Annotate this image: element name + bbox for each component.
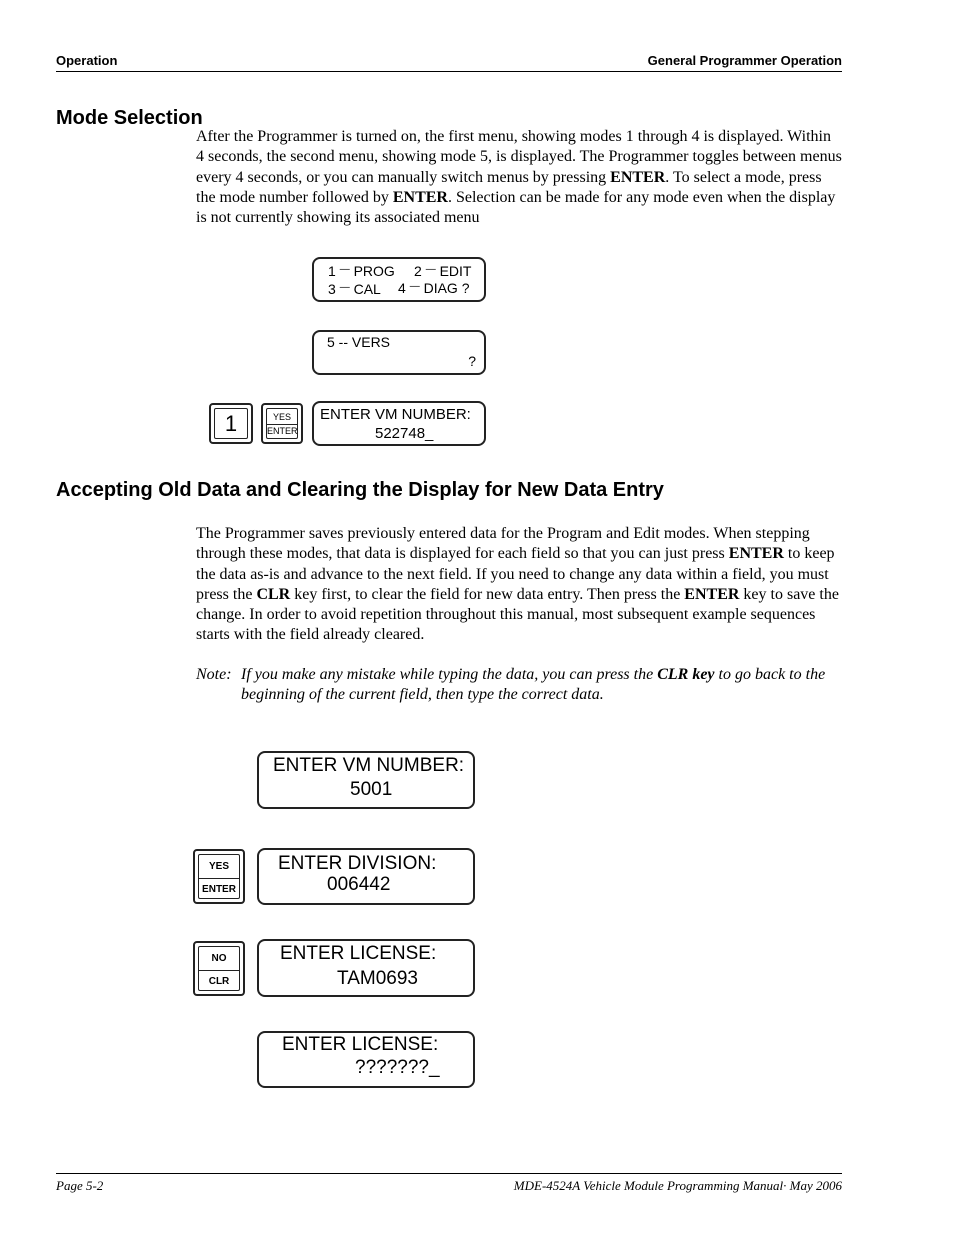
lcd-enter-license-filled — [257, 939, 475, 997]
lcd-line: 2 — EDIT — [414, 263, 472, 279]
lcd-line: 522748_ — [375, 425, 434, 442]
key-clr-label: CLR — [199, 970, 239, 993]
key-yes-label: YES — [272, 412, 291, 422]
bold-term: ENTER — [684, 585, 740, 603]
lcd-line: 3 — CAL — [328, 281, 381, 297]
lcd-line: 4 — DIAG ? — [398, 280, 470, 296]
lcd-line: 5001 — [350, 779, 393, 800]
header-rule — [56, 71, 842, 72]
footer-rule — [56, 1173, 842, 1174]
key-1-label: 1 — [214, 408, 248, 439]
bold-term: ENTER — [610, 168, 666, 186]
note-label: Note: — [196, 666, 232, 683]
section-title-accepting-old-data: Accepting Old Data and Clearing the Display for New Data Entry — [56, 479, 664, 501]
lcd-enter-division — [257, 848, 475, 905]
bold-term: ENTER — [392, 188, 448, 206]
bold-term: ENTER — [728, 545, 784, 563]
lcd-line: ENTER DIVISION: — [278, 853, 437, 874]
lcd-line: ENTER VM NUMBER: — [320, 406, 471, 423]
lcd-line: 1 — PROG — [328, 263, 395, 279]
lcd-line: 5 -- VERS — [327, 334, 391, 350]
key-enter-label: ENTER — [267, 426, 298, 436]
bold-term: CLR — [256, 585, 291, 603]
lcd-line: ENTER LICENSE: — [280, 943, 437, 964]
lcd-line: ? — [468, 353, 476, 369]
footer-page-number: Page 5-2 — [56, 1178, 104, 1193]
lcd-line: ENTER VM NUMBER: — [273, 755, 465, 776]
lcd-line: 006442 — [327, 874, 391, 895]
lcd-line: ???????_ — [355, 1057, 440, 1078]
lcd-mode-menu-1 — [312, 257, 486, 302]
key-yes-label: YES — [208, 861, 229, 872]
key-yes-enter[interactable] — [193, 849, 245, 904]
key-no-label: NO — [211, 953, 227, 964]
accepting-old-data-paragraph: The Programmer saves previously entered data for the Program and Edit modes. When stepping through these modes, that data is displayed for each field so that you can just press ENTER to keep the data as-is and advance to the next field. If you need to change any data within a field, you must press the CLR key first, to clear the field for new data entry. Then press the ENTER key to save the change. In order to avoid repetition throughout this manual, most subsequent example sequences starts with the field already cleared. — [196, 525, 839, 644]
lcd-line: TAM0693 — [337, 968, 418, 989]
key-enter-label: ENTER — [199, 878, 239, 901]
key-yes-enter[interactable] — [261, 403, 303, 444]
lcd-line: ENTER LICENSE: — [282, 1034, 439, 1055]
bold-term: CLR key — [657, 666, 715, 683]
header-left: Operation — [56, 53, 118, 68]
key-1[interactable] — [209, 403, 253, 444]
key-no-clr[interactable] — [193, 941, 245, 996]
lcd-enter-vm-number-5001 — [257, 751, 475, 809]
lcd-enter-license-cleared — [257, 1031, 475, 1088]
header-right: General Programmer Operation — [647, 53, 842, 68]
section-title-mode-selection: Mode Selection — [56, 107, 203, 129]
lcd-mode-menu-2 — [312, 330, 486, 375]
note-text: If you make any mistake while typing the data, you can press the CLR key to go back to the beginning of the current field, then type the correct data. — [241, 666, 826, 703]
footer-manual-title: MDE-4524A Vehicle Module Programming Manual· May 2006 — [513, 1178, 842, 1193]
mode-selection-paragraph: After the Programmer is turned on, the first menu, showing modes 1 through 4 is displayed. Within 4 seconds, the second menu, showing mode 5, is displayed. The Programmer toggles between menus every 4 seconds, or you can manually switch menus by pressing ENTER. To select a mode, press the mode number followed by ENTER. Selection can be made for any mode even when the display is not currently showing its associated menu — [196, 128, 842, 227]
lcd-enter-vm-number — [312, 401, 486, 446]
